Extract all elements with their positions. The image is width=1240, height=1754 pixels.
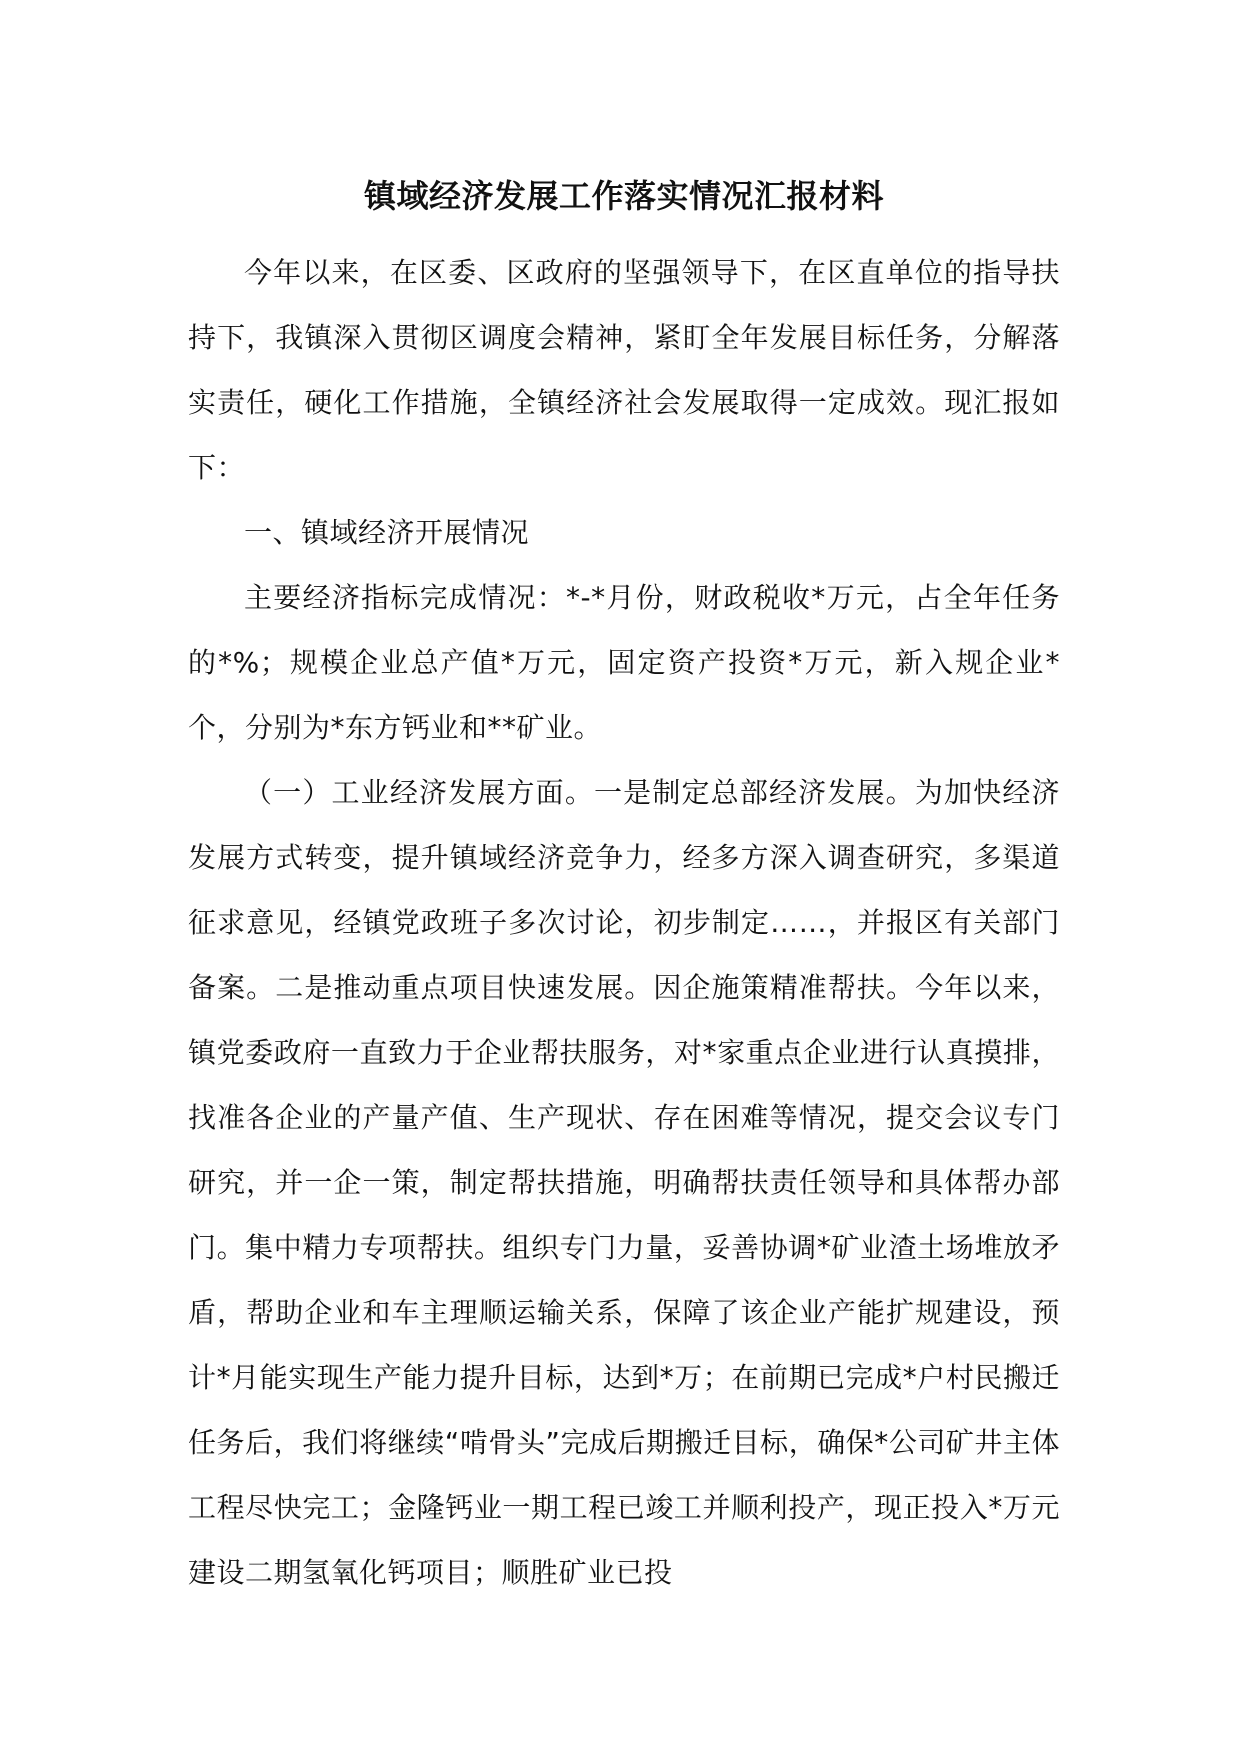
section-heading: 一、镇域经济开展情况 xyxy=(244,516,530,549)
paragraph-industry: （一）工业经济发展方面。一是制定总部经济发展。为加快经济发展方式转变，提升镇域经济竞争力，经多方深入调查研究，多渠道征求意见，经镇党政班子多次讨论，初步制定……，并报区有关部门备案。二是推动重点项目快速发展。因企施策精准帮扶。今年以来，镇党委政府一直致力于企业帮扶服务，对*家重点企业进行认真摸排，找准各企业的产量产值、生产现状、存在困难等情况，提交会议专门研究，并一企一策，制定帮扶措施，明确帮扶责任领导和具体帮办部门。集中精力专项帮扶。组织专门力量，妥善协调*矿业渣土场堆放矛盾，帮助企业和车主理顺运输关系，保障了该企业产能扩规建设，预计*月能实现生产能力提升目标，达到*万；在前期已完成*户村民搬迁任务后，我们将继续“啃骨头”完成后期搬迁目标，确保*公司矿井主体工程尽快完工；金隆钙业一期工程已竣工并顺利投产，现正投入*万元建设二期氢氧化钙项目；顺胜矿业已投 xyxy=(188,776,1060,1589)
paragraph-indicators: 主要经济指标完成情况：*-*月份，财政税收*万元，占全年任务的*%；规模企业总产值*万元，固定资产投资*万元，新入规企业*个，分别为*东方钙业和**矿业。 xyxy=(188,581,1060,744)
document-title: 镇域经济发展工作落实情况汇报材料 xyxy=(363,177,884,215)
document-body xyxy=(188,170,1060,1605)
paragraph-intro: 今年以来，在区委、区政府的坚强领导下，在区直单位的指导扶持下，我镇深入贯彻区调度会精神，紧盯全年发展目标任务，分解落实责任，硬化工作措施，全镇经济社会发展取得一定成效。现汇报如下： xyxy=(188,256,1060,484)
